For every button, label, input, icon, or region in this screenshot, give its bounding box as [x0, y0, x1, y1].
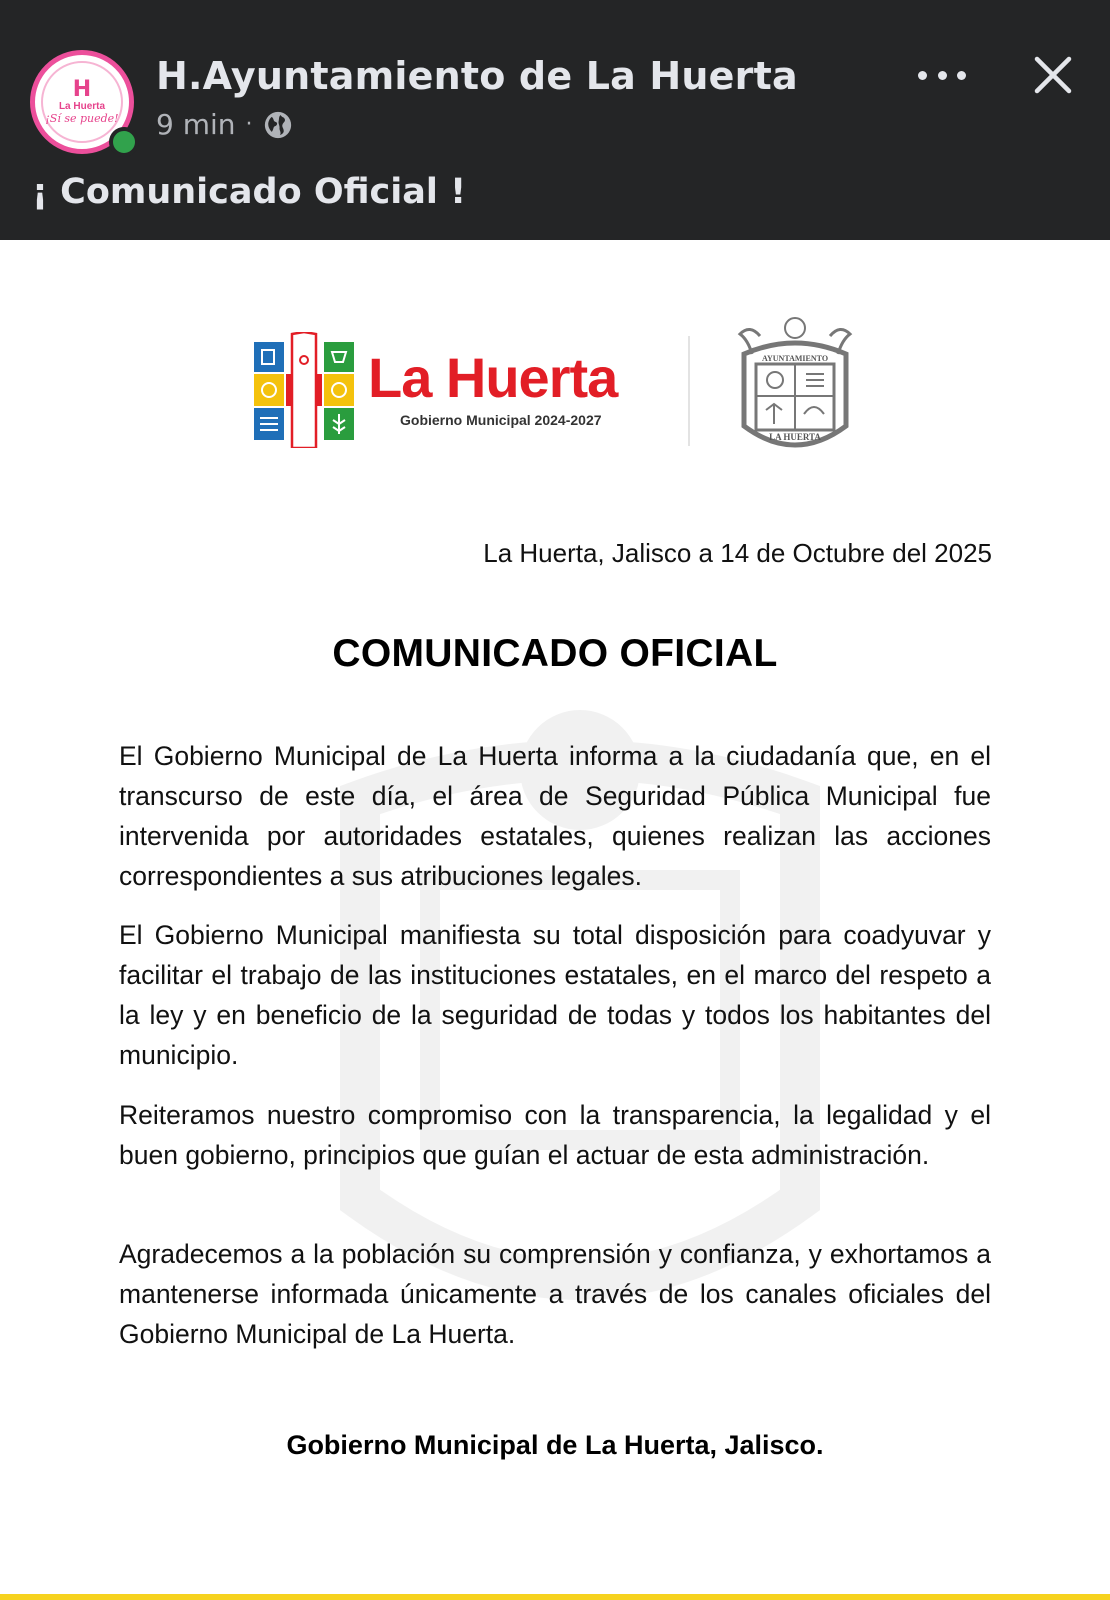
paragraph-2: El Gobierno Municipal manifiesta su total disposición para coadyuvar y facilitar el trabajo de las instituciones estatales, en el marco del respeto a la ley y en beneficio de la seguridad de todas y todos los habitantes del municipio. — [119, 920, 991, 1070]
online-status-indicator — [109, 127, 139, 157]
more-dot — [957, 71, 966, 80]
paragraph-4: Agradecemos a la población su comprensión y confianza, y exhortamos a mantenerse informada únicamente a través de los canales oficiales del Gobierno Municipal de La Huerta. — [119, 1239, 991, 1349]
post-meta — [156, 108, 293, 141]
document-title: COMUNICADO OFICIAL — [332, 632, 778, 675]
document-date: La Huerta, Jalisco a 14 de Octubre del 2025 — [483, 538, 992, 568]
avatar-logo — [41, 61, 123, 143]
page-name-link[interactable]: H.Ayuntamiento de La Huerta — [156, 54, 798, 98]
more-options-icon[interactable] — [918, 60, 966, 90]
more-dot — [938, 71, 947, 80]
close-icon[interactable] — [1034, 56, 1072, 94]
post-timestamp[interactable]: 9 min — [156, 108, 236, 141]
paragraph-3: Reiteramos nuestro compromiso con la transparencia, la legalidad y el buen gobierno, principios que guían el actuar de esta administración. — [119, 1100, 991, 1170]
seal-top-text: AYUNTAMIENTO — [761, 354, 829, 363]
meta-separator: · — [245, 112, 253, 137]
avatar-letter: H — [72, 77, 92, 102]
logo-divider — [688, 336, 690, 446]
document-signature: Gobierno Municipal de La Huerta, Jalisco. — [286, 1430, 824, 1460]
more-dot — [918, 71, 927, 80]
logo-title: La Huerta — [368, 346, 618, 409]
paragraph-1: El Gobierno Municipal de La Huerta informa a la ciudadanía que, en el transcurso de este día, el área de Seguridad Pública Municipal fue intervenida por autoridades estatales, quienes realizan las acciones correspondientes a sus atribuciones legales. — [119, 741, 991, 891]
communique-image[interactable] — [0, 240, 1110, 1600]
globe-icon — [263, 110, 293, 140]
page-avatar[interactable] — [30, 50, 134, 154]
logo-subtitle: Gobierno Municipal 2024-2027 — [400, 412, 602, 428]
bottom-accent-bar — [0, 1594, 1110, 1600]
avatar-slogan: ¡Sí se puede! — [45, 112, 119, 125]
la-huerta-logo-icon — [254, 332, 356, 448]
seal-bottom-text: LA HUERTA — [769, 432, 821, 442]
post-text: ¡ Comunicado Oficial ! — [32, 172, 467, 212]
post-header — [0, 0, 1110, 240]
avatar-name: La Huerta — [58, 101, 106, 112]
